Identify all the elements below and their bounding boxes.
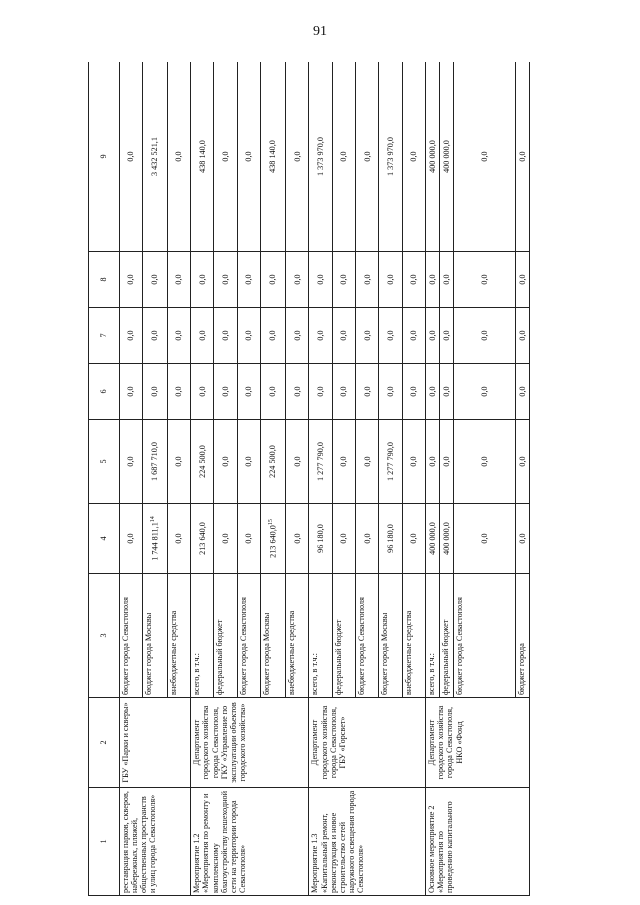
value-cell: 1 373 970,0 xyxy=(379,62,402,252)
value-cell: 0,0 xyxy=(143,308,168,364)
value-cell: 0,0 xyxy=(426,308,440,364)
column-header: 1 xyxy=(89,788,120,896)
value-cell: 0,0 xyxy=(440,364,454,420)
value-cell: 0,0 xyxy=(402,364,425,420)
measure-description: Основное мероприятие 2 «Мероприятия по проведению капитального xyxy=(426,788,530,896)
value-cell: 400 000,0 xyxy=(426,504,440,574)
value-cell: 0,0 xyxy=(454,308,516,364)
value-cell: 0,0 xyxy=(402,504,425,574)
value-cell: 0,0 xyxy=(356,308,379,364)
value-cell: 0,0 xyxy=(119,308,142,364)
funding-source: внебюджетные средства xyxy=(167,574,190,698)
value-cell: 0,0 xyxy=(379,364,402,420)
table-row xyxy=(426,62,440,896)
funding-source: бюджет города Москвы xyxy=(261,574,286,698)
value-cell: 0,0 xyxy=(356,62,379,252)
header-row xyxy=(89,62,120,896)
column-header: 8 xyxy=(89,252,120,308)
value-cell: 0,0 xyxy=(261,308,286,364)
value-cell: 0,0 xyxy=(214,62,237,252)
value-cell: 0,0 xyxy=(167,420,190,504)
value-cell: 0,0 xyxy=(402,252,425,308)
funding-source: всего, в т.ч.: xyxy=(426,574,440,698)
value-cell: 0,0 xyxy=(214,364,237,420)
column-header: 4 xyxy=(89,504,120,574)
value-cell: 438 140,0 xyxy=(261,62,286,252)
value-cell: 0,0 xyxy=(332,504,355,574)
value-cell: 0,0 xyxy=(356,364,379,420)
value-cell: 0,0 xyxy=(119,252,142,308)
rotated-table-container xyxy=(88,62,530,896)
value-cell: 438 140,0 xyxy=(191,62,214,252)
value-cell: 0,0 xyxy=(143,364,168,420)
value-cell: 0,0 xyxy=(119,420,142,504)
value-cell: 400 000,0 xyxy=(440,504,454,574)
value-cell: 0,0 xyxy=(426,420,440,504)
executor-cell: Департамент городского хозяйства города Севастополя, НКО «Фонд xyxy=(426,698,530,788)
footnote-mark: 15 xyxy=(268,519,275,526)
value-cell: 0,0 xyxy=(167,252,190,308)
value-cell: 0,0 xyxy=(214,420,237,504)
value-cell: 0,0 xyxy=(332,252,355,308)
funding-source: бюджет города Севастополя xyxy=(356,574,379,698)
value-cell: 0,0 xyxy=(237,62,260,252)
table-row xyxy=(309,62,332,896)
measure-description: Мероприятие 1.2 «Мероприятия по ремонту и комплексному благоустройству пешеходной сети на территории города Севастополя» xyxy=(191,788,309,896)
column-header: 7 xyxy=(89,308,120,364)
table-row xyxy=(191,62,214,896)
value-text: 213 640,0 xyxy=(268,525,278,558)
funding-source: бюджет города Москвы xyxy=(379,574,402,698)
funding-source: всего, в т.ч.: xyxy=(191,574,214,698)
value-cell: 0,0 xyxy=(356,252,379,308)
value-cell: 0,0 xyxy=(516,504,530,574)
value-cell: 0,0 xyxy=(440,420,454,504)
value-cell: 0,0 xyxy=(426,252,440,308)
value-cell: 0,0 xyxy=(167,364,190,420)
value-cell: 0,0 xyxy=(454,62,516,252)
value-cell: 0,0 xyxy=(119,62,142,252)
funding-source: внебюджетные средства xyxy=(402,574,425,698)
value-cell: 213 640,0 xyxy=(191,504,214,574)
value-cell: 224 500,0 xyxy=(191,420,214,504)
value-cell: 0,0 xyxy=(454,252,516,308)
value-cell: 1 277 790,0 xyxy=(309,420,332,504)
executor-cell: Департамент городского хозяйства города Севастополя, ГКУ «Управление по эксплуатации объектов городского хозяйства» xyxy=(191,698,309,788)
column-header: 6 xyxy=(89,364,120,420)
value-cell: 0,0 xyxy=(402,308,425,364)
executor-cell: Департамент городского хозяйства города Севастополя, ГБУ «Горсвет» xyxy=(309,698,426,788)
column-header: 9 xyxy=(89,62,120,252)
funding-table xyxy=(88,62,530,896)
value-cell: 0,0 xyxy=(237,364,260,420)
page-number: 91 xyxy=(313,24,327,39)
value-cell: 400 000,0 xyxy=(426,62,440,252)
value-cell: 0,0 xyxy=(237,420,260,504)
column-header: 3 xyxy=(89,574,120,698)
value-cell: 0,0 xyxy=(309,308,332,364)
table-row xyxy=(119,62,142,896)
value-cell: 0,0 xyxy=(214,252,237,308)
value-cell: 0,0 xyxy=(214,308,237,364)
value-cell: 0,0 xyxy=(285,62,308,252)
column-header: 5 xyxy=(89,420,120,504)
value-cell: 0,0 xyxy=(516,308,530,364)
value-cell: 0,0 xyxy=(167,504,190,574)
funding-source: бюджет города Севастополя xyxy=(237,574,260,698)
value-cell: 0,0 xyxy=(191,364,214,420)
rotated-table-wrapper xyxy=(88,62,530,896)
value-cell: 0,0 xyxy=(309,252,332,308)
value-cell: 0,0 xyxy=(440,252,454,308)
value-cell: 1 687 710,0 xyxy=(143,420,168,504)
funding-source: бюджет города Севастополя xyxy=(119,574,142,698)
value-cell: 1 277 790,0 xyxy=(379,420,402,504)
measure-description: Мероприятие 1.3 «Капитальный ремонт, реконструкция и новое строительство сетей наружного освещения города Севастополя» xyxy=(309,788,426,896)
value-cell: 0,0 xyxy=(454,504,516,574)
value-cell: 3 432 521,1 xyxy=(143,62,168,252)
value-cell: 0,0 xyxy=(119,364,142,420)
value-cell: 0,0 xyxy=(454,420,516,504)
value-cell: 0,0 xyxy=(285,504,308,574)
measure-description: реставрация парков, скверов, набережных, пляжей, общественных пространств и улиц города Севастополя» xyxy=(119,788,190,896)
footnote-mark: 14 xyxy=(149,516,156,523)
funding-source: федеральный бюджет xyxy=(332,574,355,698)
value-cell: 0,0 xyxy=(237,308,260,364)
value-cell: 0,0 xyxy=(402,420,425,504)
value-cell: 0,0 xyxy=(261,364,286,420)
value-cell xyxy=(143,504,168,574)
value-cell: 0,0 xyxy=(402,62,425,252)
value-text: 1 744 811,1 xyxy=(150,522,160,561)
value-cell: 0,0 xyxy=(426,364,440,420)
value-cell: 0,0 xyxy=(191,252,214,308)
column-header: 2 xyxy=(89,698,120,788)
funding-source: бюджет города Москвы xyxy=(143,574,168,698)
funding-source: федеральный бюджет xyxy=(440,574,454,698)
funding-source: всего, в т.ч.: xyxy=(309,574,332,698)
value-cell: 1 373 970,0 xyxy=(309,62,332,252)
value-cell: 0,0 xyxy=(454,364,516,420)
value-cell: 0,0 xyxy=(237,504,260,574)
executor-cell: ГБУ «Парки и скверы» xyxy=(119,698,190,788)
value-cell: 0,0 xyxy=(261,252,286,308)
value-cell: 0,0 xyxy=(379,308,402,364)
value-cell: 0,0 xyxy=(516,364,530,420)
value-cell: 224 500,0 xyxy=(261,420,286,504)
value-cell: 0,0 xyxy=(167,62,190,252)
value-cell: 0,0 xyxy=(167,308,190,364)
value-cell: 0,0 xyxy=(285,420,308,504)
value-cell: 0,0 xyxy=(119,504,142,574)
value-cell: 0,0 xyxy=(309,364,332,420)
value-cell: 0,0 xyxy=(516,252,530,308)
funding-source: федеральный бюджет xyxy=(214,574,237,698)
value-cell: 0,0 xyxy=(379,252,402,308)
value-cell: 0,0 xyxy=(332,308,355,364)
value-cell: 0,0 xyxy=(440,308,454,364)
value-cell: 0,0 xyxy=(332,364,355,420)
value-cell: 0,0 xyxy=(285,252,308,308)
value-cell: 0,0 xyxy=(285,364,308,420)
funding-source: внебюджетные средства xyxy=(285,574,308,698)
value-cell: 0,0 xyxy=(143,252,168,308)
funding-source: бюджет города xyxy=(516,574,530,698)
value-cell: 96 180,0 xyxy=(379,504,402,574)
value-cell: 0,0 xyxy=(356,504,379,574)
value-cell: 0,0 xyxy=(332,62,355,252)
value-cell: 0,0 xyxy=(191,308,214,364)
value-cell: 0,0 xyxy=(516,62,530,252)
value-cell: 0,0 xyxy=(214,504,237,574)
value-cell: 400 000,0 xyxy=(440,62,454,252)
funding-source: бюджет города Севастополя xyxy=(454,574,516,698)
value-cell: 0,0 xyxy=(516,420,530,504)
value-cell: 96 180,0 xyxy=(309,504,332,574)
value-cell xyxy=(261,504,286,574)
value-cell: 0,0 xyxy=(285,308,308,364)
value-cell: 0,0 xyxy=(332,420,355,504)
value-cell: 0,0 xyxy=(237,252,260,308)
value-cell: 0,0 xyxy=(356,420,379,504)
